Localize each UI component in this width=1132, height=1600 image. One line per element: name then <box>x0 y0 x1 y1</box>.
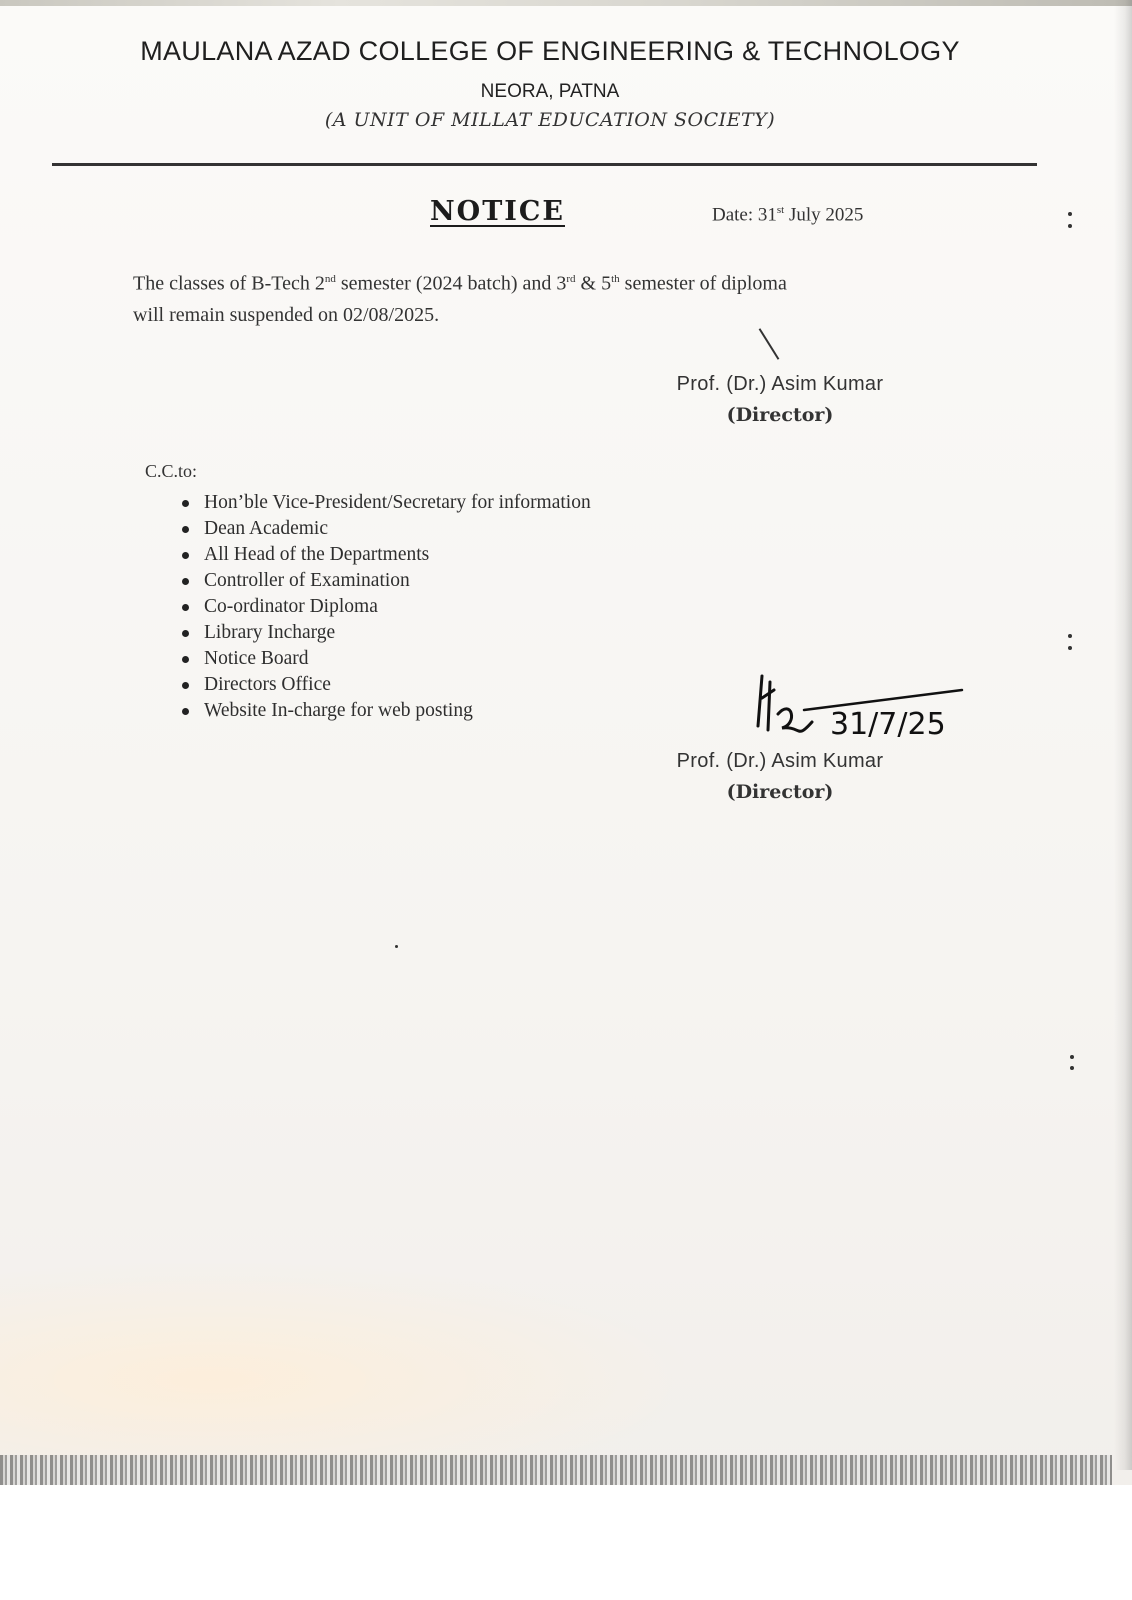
signatory-top-title: (Director) <box>726 404 834 426</box>
notice-date <box>712 204 863 226</box>
paper-right-edge <box>1114 0 1132 1470</box>
handwritten-signature <box>752 668 982 748</box>
margin-speck <box>1068 634 1072 638</box>
cc-item: Co-ordinator Diploma <box>182 594 591 620</box>
body-part-1: The classes of B-Tech 2 <box>133 272 325 295</box>
cc-item: Website In-charge for web posting <box>182 698 591 724</box>
date-suffix: st <box>776 204 785 216</box>
college-unit-line: (A UNIT OF MILLAT EDUCATION SOCIETY) <box>324 109 776 131</box>
pen-tick-mark <box>759 328 780 360</box>
cc-item: Library Incharge <box>182 620 591 646</box>
cc-item: Hon’ble Vice-President/Secretary for information <box>182 490 591 516</box>
background-surface <box>0 1485 1132 1600</box>
date-prefix: Date: 31 <box>712 204 777 226</box>
cc-list <box>182 490 591 724</box>
margin-speck <box>1068 212 1072 216</box>
paper-top-edge <box>0 0 1132 6</box>
page-speck <box>395 945 398 948</box>
body-part-2: semester (2024 batch) and 3 <box>335 272 567 295</box>
cc-label: C.C.to: <box>145 461 198 481</box>
cc-item: Notice Board <box>182 646 591 672</box>
paper-bottom-edge <box>0 1455 1112 1485</box>
cc-item: Directors Office <box>182 672 591 698</box>
signatory-bottom-name: Prof. (Dr.) Asim Kumar <box>676 750 884 772</box>
header-rule <box>52 163 1037 166</box>
body-part-3: & 5 <box>575 272 612 295</box>
signatory-top-name: Prof. (Dr.) Asim Kumar <box>676 373 884 395</box>
body-line-2: will remain suspended on 02/08/2025. <box>133 303 440 326</box>
date-rest: July 2025 <box>784 204 864 226</box>
cc-item: All Head of the Departments <box>182 542 591 568</box>
cc-item: Dean Academic <box>182 516 591 542</box>
body-sup-2: rd <box>566 273 576 285</box>
notice-body <box>133 264 953 331</box>
body-sup-3: th <box>611 273 620 285</box>
signatory-bottom-title: (Director) <box>726 781 834 803</box>
margin-speck <box>1070 1055 1074 1059</box>
signatory-top <box>660 369 900 431</box>
cc-item: Controller of Examination <box>182 568 591 594</box>
margin-speck <box>1068 224 1072 228</box>
light-glare <box>0 1260 700 1460</box>
margin-speck <box>1070 1066 1074 1070</box>
body-line-1 <box>133 264 953 300</box>
margin-speck <box>1068 646 1072 650</box>
body-sup-1: nd <box>324 273 336 285</box>
body-part-4: semester of diploma <box>619 272 787 295</box>
signature-date-text: 31/7/25 <box>830 707 946 742</box>
signatory-bottom <box>660 746 900 808</box>
college-location: NEORA, PATNA <box>480 81 620 102</box>
notice-title: NOTICE <box>430 196 565 227</box>
college-name: MAULANA AZAD COLLEGE OF ENGINEERING & TECHNOLOGY <box>140 36 960 66</box>
letterhead <box>0 30 1100 131</box>
